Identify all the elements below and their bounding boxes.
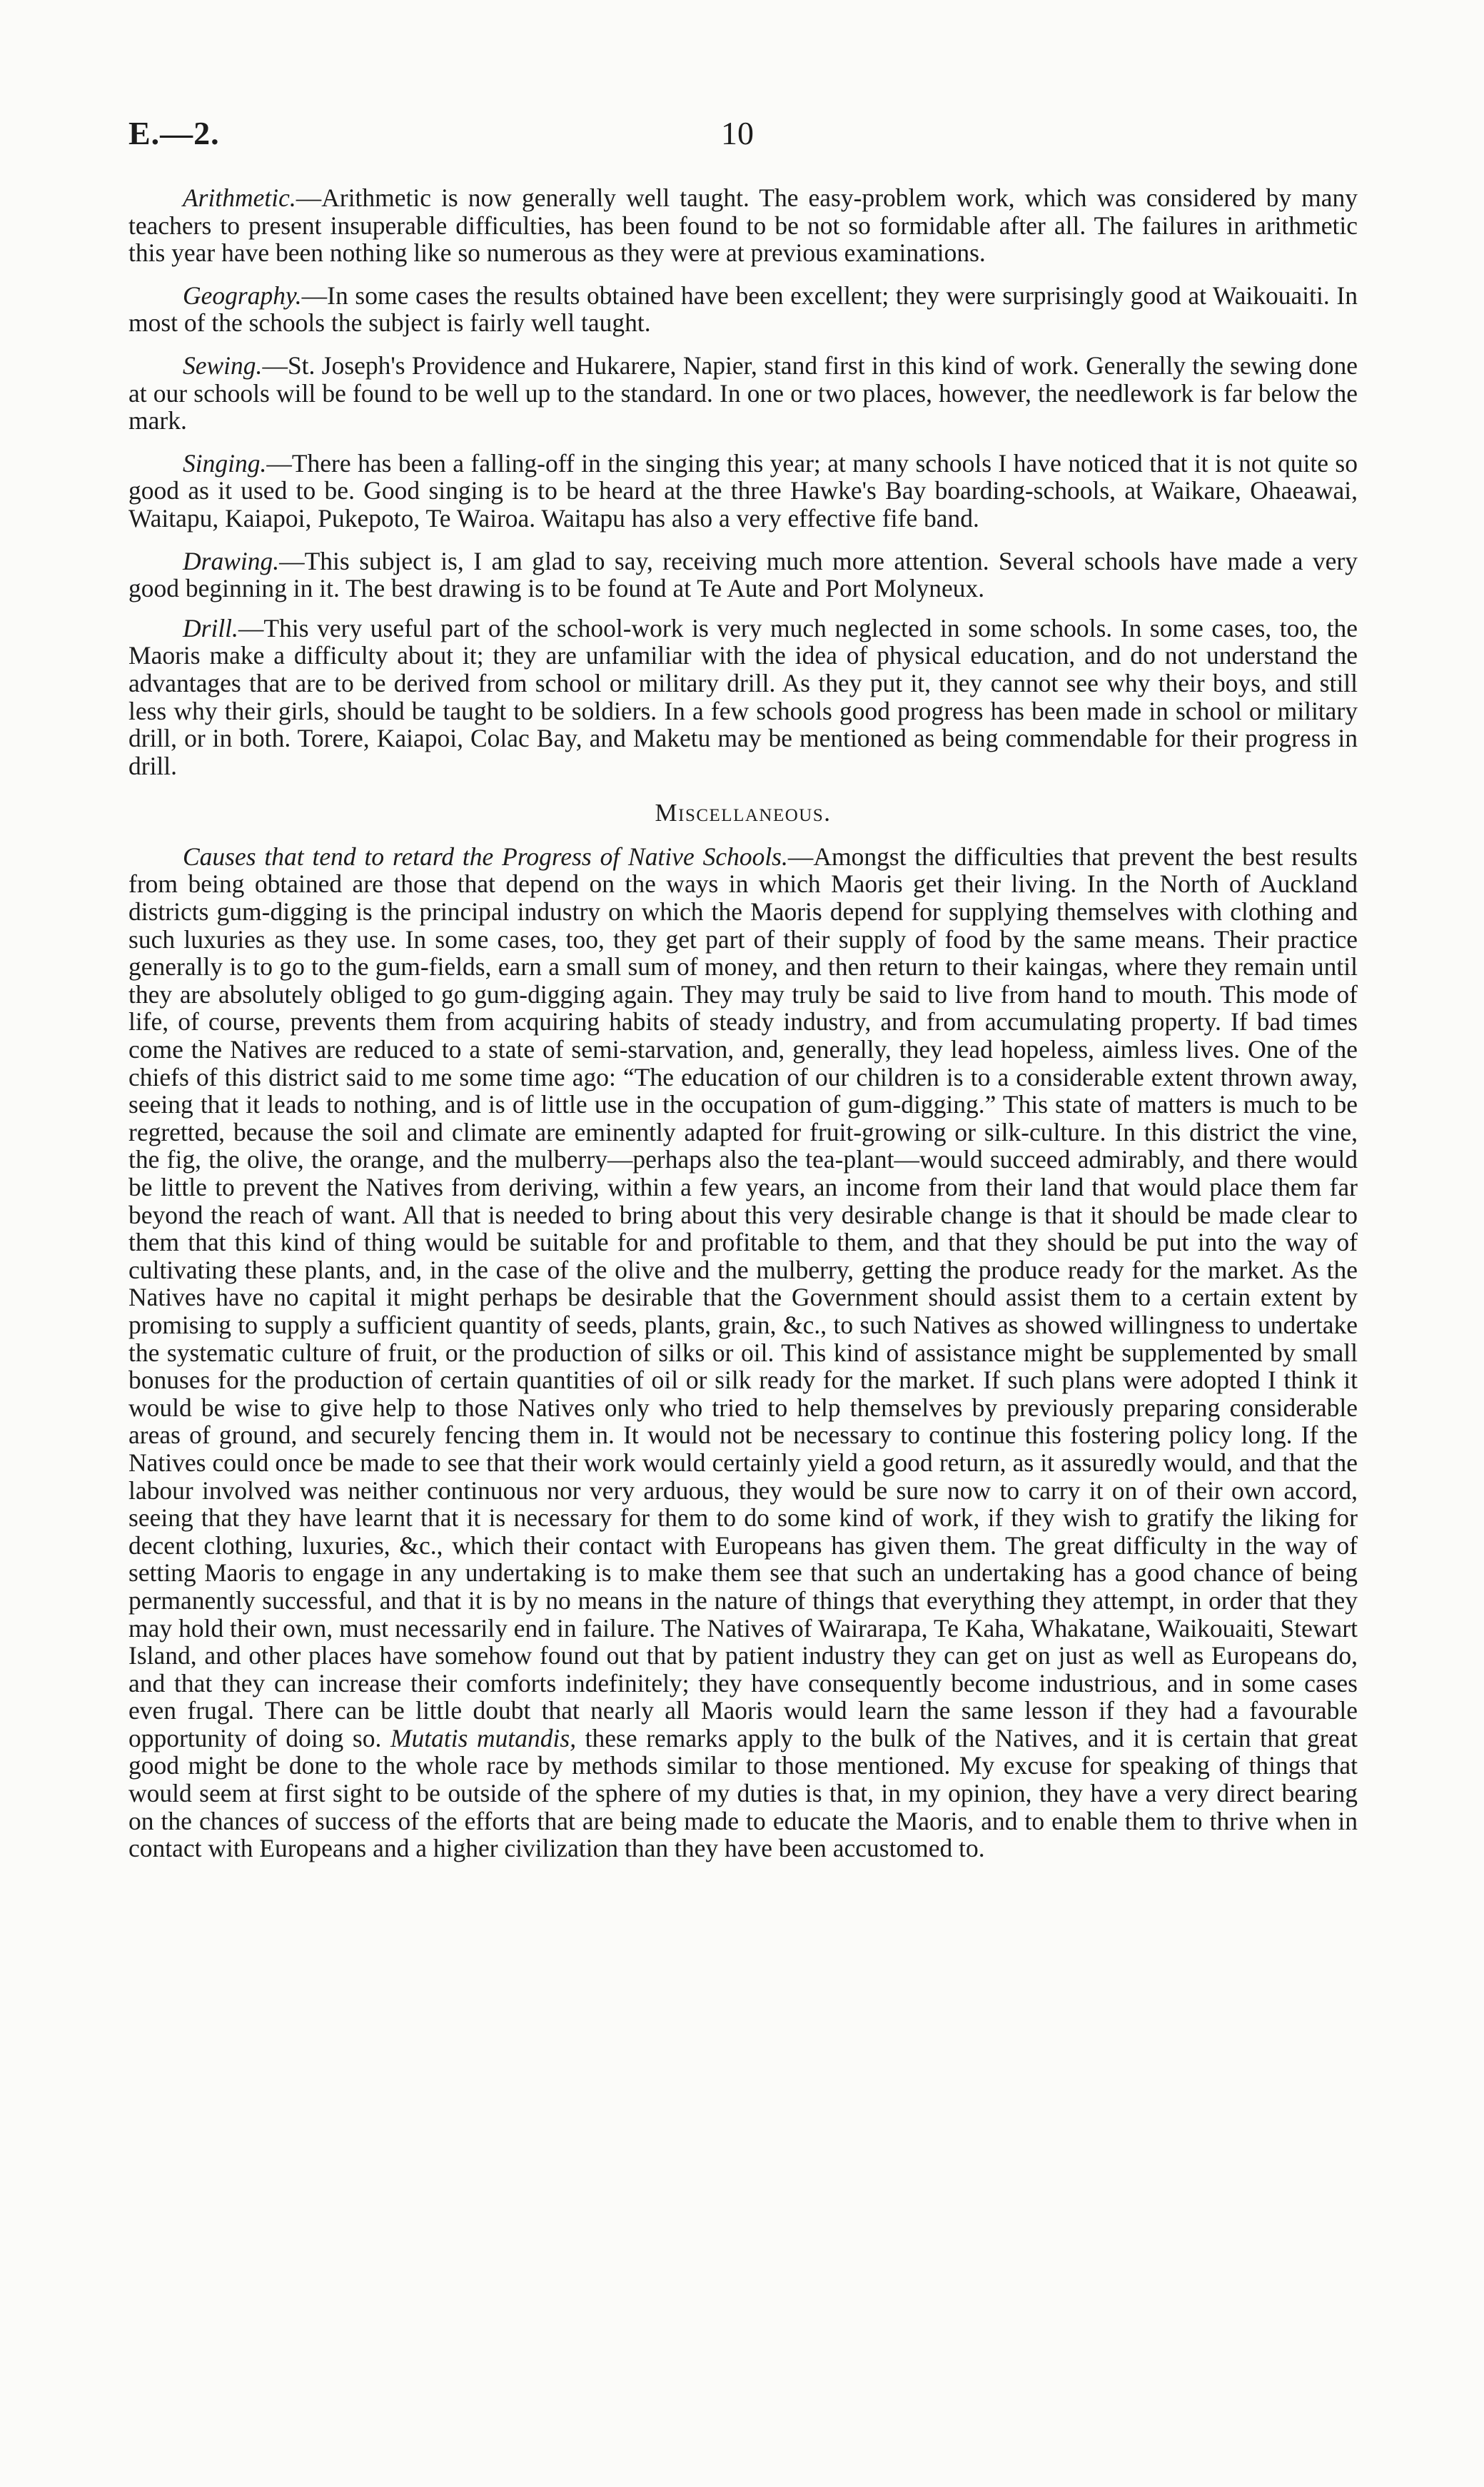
paragraph-lead: Arithmetic. [183, 183, 296, 212]
paragraph-text: —There has been a falling-off in the singing this year; at many schools I have noticed that it is not quite so good as it used to be. Good singing is to be heard at the three Hawke's Bay boarding-schools, at Waikare, Ohaeawai, Waitapu, Kaiapoi, Pukepoto, Te Wairoa. Waitapu has also a very effective fife band. [128, 448, 1358, 533]
paragraph-lead: Drill. [183, 613, 238, 642]
paragraph-causes [128, 843, 1358, 1862]
page-number: 10 [721, 115, 754, 151]
paragraph-text: —This very useful part of the school-work is very much neglected in some schools. In some cases, too, the Maoris make a difficulty about it; they are unfamiliar with the idea of physical education, and do not understand the advantages that are to be derived from school or military drill. As they put it, they cannot see why their boys, and still less why their girls, should be taught to be soldiers. In a few schools good progress has been made in school or military drill, or in both. Torere, Kaiapoi, Colac Bay, and Maketu may be mentioned as being commendable for their progress in drill. [128, 613, 1358, 780]
paragraph-text: —This subject is, I am glad to say, receiving much more attention. Several schools have made a very good beginning in it. The best drawing is to be found at Te Aute and Port Molyneux. [128, 546, 1358, 603]
section-heading-miscellaneous: Miscellaneous. [655, 799, 832, 827]
paragraph-text: —Arithmetic is now generally well taught. The easy-problem work, which was considered by many teachers to present insuperable difficulties, has been found to be not so formidable after all. The failures in arithmetic this year have been nothing like so numerous as they were at previous examinations. [128, 183, 1358, 268]
paragraph-text: —In some cases the results obtained have been excellent; they were surprisingly good at Waikouaiti. In most of the schools the subject is fairly well taught. [128, 281, 1358, 338]
series-code: E.—2. [128, 115, 220, 151]
paragraph-singing [128, 450, 1358, 533]
paragraph-arithmetic [128, 184, 1358, 267]
paragraph-lead: Geography. [183, 281, 302, 310]
paragraph-text: —St. Joseph's Providence and Hukarere, Napier, stand first in this kind of work. Generally the sewing done at our schools will be found to be well up to the standard. In one or two places, however, the needlework is far below the mark. [128, 350, 1358, 435]
paragraph-text: —Amongst the difficulties that prevent the best results from being obtained are those that depend on the ways in which Maoris get their living. In the North of Auckland districts gum-digging is the principal industry on which the Maoris depend for supplying themselves with clothing and such luxuries as they use. In some cases, too, they get part of their supply of food by the same means. Their practice generally is to go to the gum-fields, earn a small sum of money, and then return to their kaingas, where they remain until they are absolutely obliged to go gum-digging again. They may truly be said to live from hand to mouth. This mode of life, of course, prevents them from acquiring habits of steady industry, and from accumulating property. If bad times come the Natives are reduced to a state of semi-starvation, and, generally, they lead hopeless, aimless lives. One of the chiefs of this district said to me some time ago: “The education of our children is to a considerable extent thrown away, seeing that it leads to nothing, and is of little use in the occupation of gum-digging.” This state of matters is much to be regretted, because the soil and climate are eminently adapted for fruit-growing or silk-culture. In this district the vine, the fig, the olive, the orange, and the mulberry—perhaps also the tea-plant—would succeed admirably, and there would be little to prevent the Natives from deriving, within a few years, an income from their land that would place them far beyond the reach of want. All that is needed to bring about this very desirable change is that it should be made clear to them that this kind of thing would be suitable for and profitable to them, and that they should be put into the way of cultivating these plants, and, in the case of the olive and the mulberry, getting the produce ready for the market. As the Natives have no capital it might perhaps be desirable that the Government should assist them to a certain extent by promising to supply a sufficient quantity of seeds, plants, grain, &c., to such Natives as showed willingness to undertake the systematic culture of fruit, or the production of silks or oil. This kind of assistance might be supplemented by small bonuses for the production of certain quantities of oil or silk ready for the market. If such plans were adopted I think it would be wise to give help to those Natives only who tried to help themselves by previously preparing considerable areas of ground, and securely fencing them in. It would not be necessary to continue this fostering policy long. If the Natives could once be made to see that their work would certainly yield a good return, as it assuredly would, and that the labour involved was neither continuous nor very arduous, they would be sure now to carry it on of their own accord, seeing that they have learnt that it is necessary for them to do some kind of work, if they wish to gratify the liking for decent clothing, luxuries, &c., which their contact with Europeans has given them. The great difficulty in the way of setting Maoris to engage in any undertaking is to make them see that such an undertaking has a good chance of being permanently successful, and that it is by no means in the nature of things that everything they attempt, in order that they may hold their own, must necessarily end in failure. The Natives of Wairarapa, Te Kaha, Whakatane, Waikouaiti, Stewart Island, and other places have somehow found out that by patient industry they can get on just as well as Europeans do, and that they can increase their comforts indefinitely; they have consequently become industrious, and in some cases even frugal. There can be little doubt that nearly all Maoris would learn the same lesson if they had a favourable opportunity of doing so. [128, 842, 1358, 1752]
paragraph-lead: Causes that tend to retard the Progress of Native Schools. [183, 842, 788, 871]
page-body [128, 184, 1358, 1877]
paragraph-lead: Sewing. [183, 350, 263, 380]
paragraph-lead: Singing. [183, 448, 267, 478]
paragraph-geography [128, 282, 1358, 337]
latin-phrase: Mutatis mutandis, [390, 1723, 577, 1752]
page-header [0, 114, 1484, 157]
paragraph-drawing [128, 548, 1358, 602]
paragraph-lead: Drawing. [183, 546, 280, 575]
paragraph-drill [128, 615, 1358, 780]
paragraph-sewing [128, 352, 1358, 435]
paragraph-text-continued: these remarks apply to the bulk of the Natives, and it is certain that great good might be done to the whole race by methods similar to those mentioned. My excuse for speaking of things that would seem at first sight to be outside of the sphere of my duties is that, in my opinion, they have a very direct bearing on the chances of success of the efforts that are being made to educate the Maoris, and to enable them to thrive when in contact with Europeans and a higher civilization than they have been accustomed to. [128, 1723, 1358, 1863]
